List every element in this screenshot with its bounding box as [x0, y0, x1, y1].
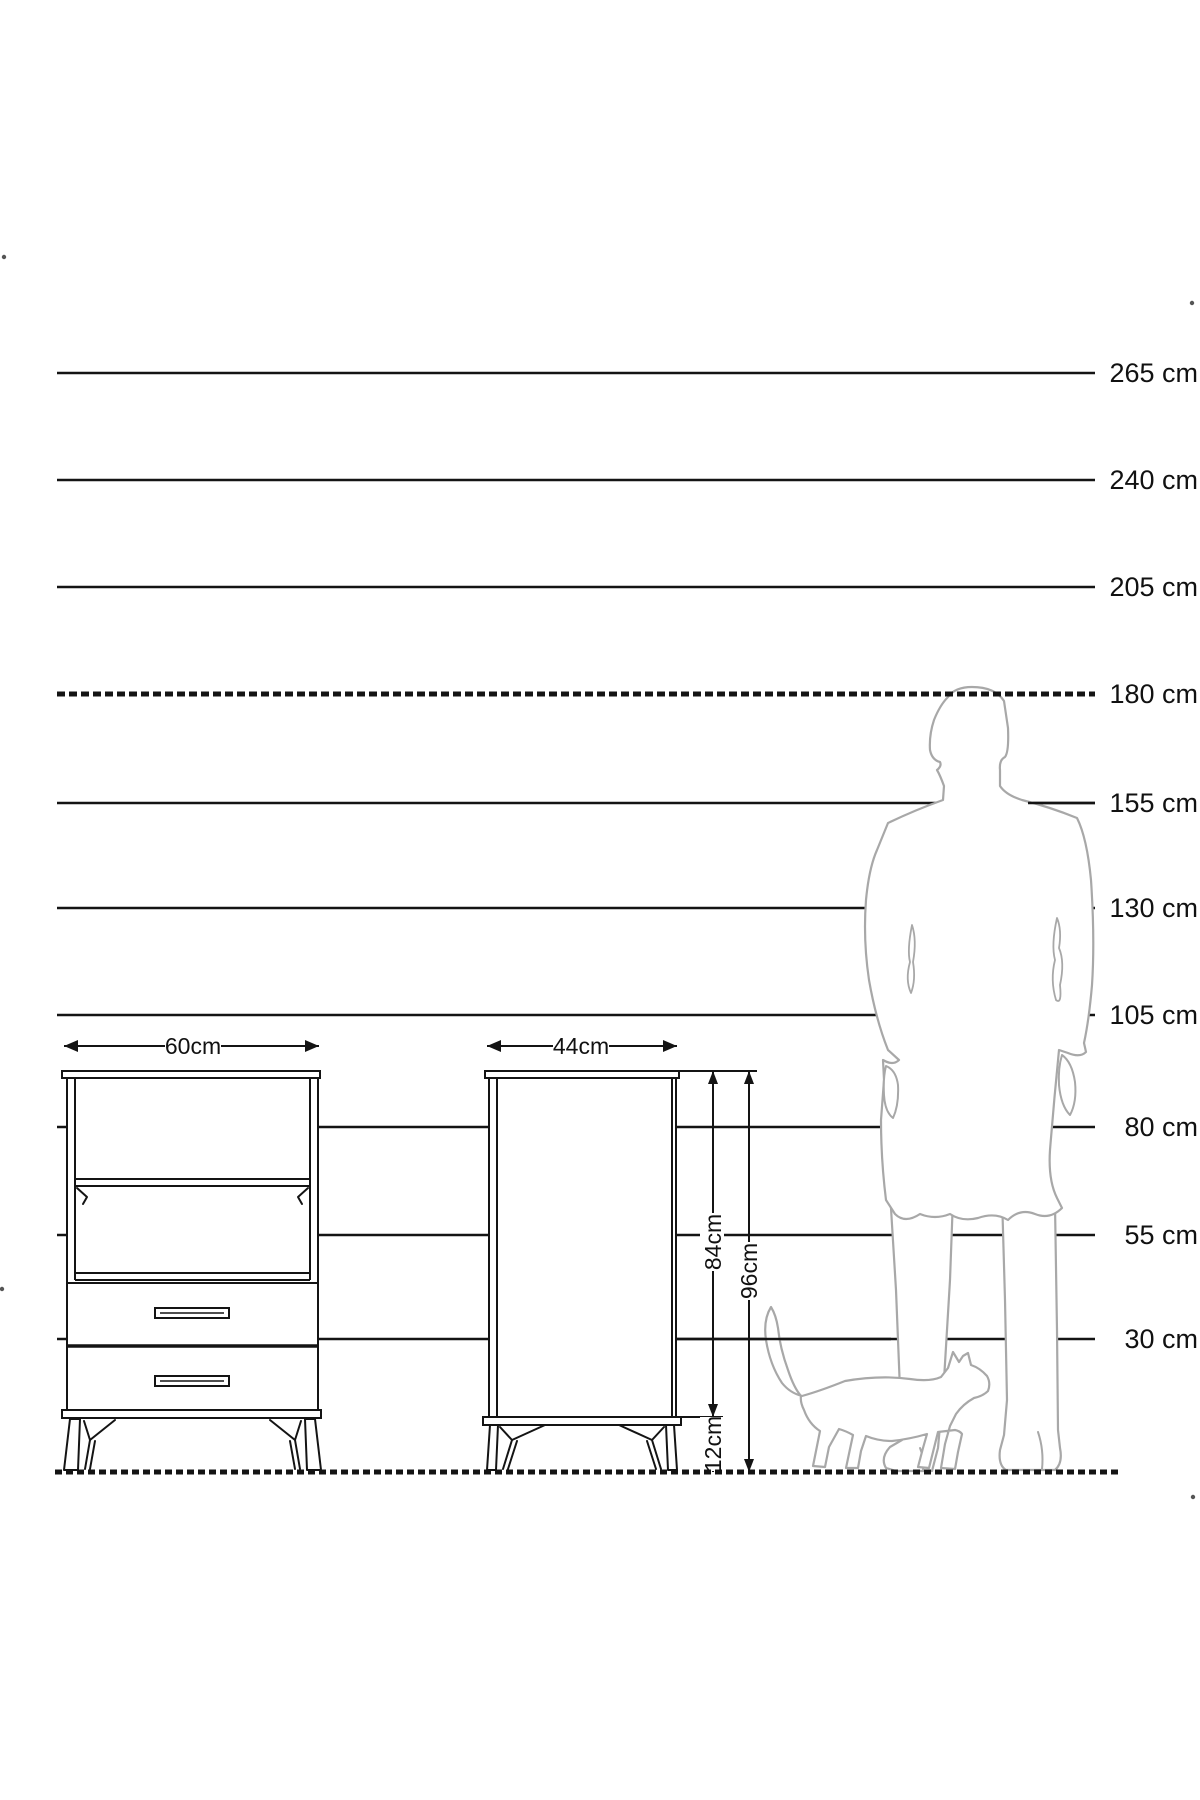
- cat-silhouette: [765, 1307, 989, 1469]
- side-cabinet-leg: [666, 1425, 677, 1470]
- front-cabinet-leg-strut: [295, 1440, 300, 1469]
- diagram-graphics: [0, 255, 1195, 1499]
- side-cabinet-top-board: [485, 1071, 679, 1078]
- side-cabinet-leg-strut: [652, 1440, 661, 1469]
- dim-label-front-width: 60cm: [164, 1033, 222, 1059]
- dim-arrowhead: [708, 1071, 718, 1084]
- front-cabinet-leg: [305, 1419, 321, 1470]
- front-cabinet-leg-strut: [85, 1440, 90, 1469]
- front-cabinet-top-board: [62, 1071, 320, 1078]
- side-cabinet-leg-strut: [619, 1425, 664, 1440]
- side-cabinet-body: [489, 1078, 676, 1417]
- dim-arrowhead: [708, 1404, 718, 1417]
- front-cabinet-leg-strut: [290, 1441, 295, 1469]
- dim-label-legs-height: 12cm: [700, 1415, 726, 1473]
- scale-label-80: 80 cm: [1124, 1112, 1198, 1142]
- side-cabinet-bottom-board: [483, 1417, 681, 1425]
- speck: [2, 255, 6, 259]
- dim-label-total-height: 96cm: [736, 1242, 762, 1300]
- dim-arrowhead: [487, 1040, 501, 1052]
- front-cabinet-leg-strut: [84, 1420, 115, 1440]
- front-cabinet-body: [67, 1078, 318, 1410]
- dim-label-body-height: 84cm: [700, 1213, 726, 1271]
- man-right-hand: [1059, 1055, 1076, 1115]
- side-cabinet-leg-strut: [503, 1440, 512, 1469]
- speck: [1191, 1495, 1195, 1499]
- front-cabinet-leg: [64, 1419, 80, 1470]
- speck: [0, 1287, 4, 1291]
- front-cabinet-leg-strut: [270, 1420, 301, 1440]
- side-cabinet-leg: [487, 1425, 498, 1470]
- dim-arrowhead: [663, 1040, 677, 1052]
- dim-arrowhead: [744, 1071, 754, 1084]
- dim-arrowhead: [64, 1040, 78, 1052]
- man-right-leg: [1000, 1196, 1061, 1470]
- height-scale-labels: [1109, 358, 1198, 1354]
- front-cabinet-leg-strut: [90, 1441, 95, 1469]
- side-cabinet-leg-strut: [500, 1425, 545, 1440]
- scale-label-205: 205 cm: [1109, 572, 1198, 602]
- scale-label-105: 105 cm: [1109, 1000, 1198, 1030]
- dim-arrowhead: [305, 1040, 319, 1052]
- scale-label-30: 30 cm: [1124, 1324, 1198, 1354]
- dim-label-side-width: 44cm: [552, 1033, 610, 1059]
- scale-label-240: 240 cm: [1109, 465, 1198, 495]
- scale-label-55: 55 cm: [1124, 1220, 1198, 1250]
- front-cabinet-bottom-board: [62, 1410, 321, 1418]
- scale-label-180: 180 cm: [1109, 679, 1198, 709]
- scale-label-155: 155 cm: [1109, 788, 1198, 818]
- scale-label-130: 130 cm: [1109, 893, 1198, 923]
- speck: [1190, 301, 1194, 305]
- scale-label-265: 265 cm: [1109, 358, 1198, 388]
